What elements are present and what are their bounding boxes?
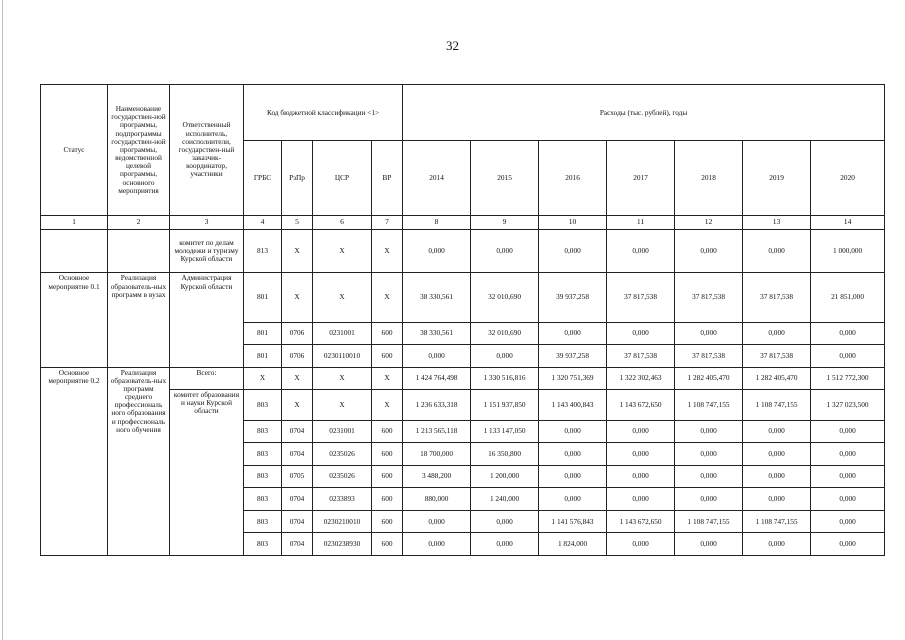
amount-cell: 1 213 565,118 bbox=[403, 420, 471, 443]
header-rzpr: РзПр bbox=[282, 141, 313, 216]
vr-cell: 600 bbox=[372, 345, 403, 368]
vr-cell: Х bbox=[372, 390, 403, 421]
amount-cell: 0,000 bbox=[539, 443, 607, 466]
amount-cell: 1 320 751,369 bbox=[539, 367, 607, 390]
amount-cell: 1 282 405,470 bbox=[675, 367, 743, 390]
amount-cell: 0,000 bbox=[539, 420, 607, 443]
amount-cell: 0,000 bbox=[607, 230, 675, 273]
amount-cell: 1 108 747,155 bbox=[675, 390, 743, 421]
grbs-cell: 801 bbox=[244, 273, 282, 322]
amount-cell: 1 282 405,470 bbox=[743, 367, 811, 390]
vr-cell: 600 bbox=[372, 420, 403, 443]
col-number: 5 bbox=[282, 216, 313, 230]
amount-cell: 37 817,538 bbox=[675, 345, 743, 368]
header-csr: ЦСР bbox=[313, 141, 372, 216]
amount-cell: 0,000 bbox=[607, 420, 675, 443]
amount-cell: 0,000 bbox=[471, 510, 539, 533]
amount-cell: 37 817,538 bbox=[607, 345, 675, 368]
table-row bbox=[41, 273, 885, 322]
grbs-cell: 801 bbox=[244, 345, 282, 368]
grbs-cell: 803 bbox=[244, 390, 282, 421]
amount-cell: 0,000 bbox=[811, 533, 885, 556]
col-number: 7 bbox=[372, 216, 403, 230]
amount-cell: 0,000 bbox=[607, 443, 675, 466]
vr-cell: 600 bbox=[372, 322, 403, 345]
amount-cell: 0,000 bbox=[811, 488, 885, 511]
amount-cell: 0,000 bbox=[811, 465, 885, 488]
amount-cell: 0,000 bbox=[743, 443, 811, 466]
col-number: 9 bbox=[471, 216, 539, 230]
grbs-cell: 803 bbox=[244, 465, 282, 488]
csr-cell: 0230210010 bbox=[313, 510, 372, 533]
vr-cell: 600 bbox=[372, 443, 403, 466]
amount-cell: 39 937,258 bbox=[539, 273, 607, 322]
header-grbs: ГРБС bbox=[244, 141, 282, 216]
amount-cell: 1 000,000 bbox=[811, 230, 885, 273]
amount-cell: 1 322 302,463 bbox=[607, 367, 675, 390]
table-row bbox=[41, 230, 885, 273]
amount-cell: 0,000 bbox=[607, 533, 675, 556]
amount-cell: 37 817,538 bbox=[607, 273, 675, 322]
amount-cell: 39 937,258 bbox=[539, 345, 607, 368]
header-executor: Ответственный исполнитель, соисполнители, государствен-ный заказчик-координатор, участники bbox=[170, 85, 244, 216]
amount-cell: 37 817,538 bbox=[743, 345, 811, 368]
status-cell: Основное мероприятие 0.1 bbox=[41, 273, 108, 367]
header-expenses: Расходы (тыс. рублей), годы bbox=[403, 85, 885, 141]
amount-cell: 32 010,690 bbox=[471, 273, 539, 322]
amount-cell: 0,000 bbox=[539, 230, 607, 273]
amount-cell: 0,000 bbox=[539, 488, 607, 511]
amount-cell: 0,000 bbox=[403, 345, 471, 368]
amount-cell: 1 330 516,816 bbox=[471, 367, 539, 390]
header-row-1 bbox=[41, 85, 885, 141]
amount-cell: 0,000 bbox=[607, 465, 675, 488]
amount-cell: 1 143 400,843 bbox=[539, 390, 607, 421]
amount-cell: 0,000 bbox=[675, 420, 743, 443]
amount-cell: 0,000 bbox=[607, 322, 675, 345]
amount-cell: 1 143 672,650 bbox=[607, 390, 675, 421]
amount-cell: 0,000 bbox=[403, 533, 471, 556]
col-number: 14 bbox=[811, 216, 885, 230]
col-number: 8 bbox=[403, 216, 471, 230]
header-status: Статус bbox=[41, 85, 108, 216]
amount-cell: 38 330,561 bbox=[403, 322, 471, 345]
amount-cell: 0,000 bbox=[675, 443, 743, 466]
amount-cell: 0,000 bbox=[811, 510, 885, 533]
amount-cell: 1 143 672,650 bbox=[607, 510, 675, 533]
header-year: 2019 bbox=[743, 141, 811, 216]
header-name: Наименование государствен-ной программы, подпрограммы государствен-ной программы, ведомственной целевой программы, основного мероприятия bbox=[108, 85, 170, 216]
grbs-cell: 803 bbox=[244, 488, 282, 511]
grbs-cell: 803 bbox=[244, 443, 282, 466]
amount-cell: 0,000 bbox=[811, 345, 885, 368]
page-edge-line bbox=[2, 0, 3, 640]
amount-cell: 1 824,000 bbox=[539, 533, 607, 556]
col-number: 11 bbox=[607, 216, 675, 230]
amount-cell: 0,000 bbox=[607, 488, 675, 511]
amount-cell: 0,000 bbox=[811, 420, 885, 443]
amount-cell: 0,000 bbox=[403, 230, 471, 273]
rzpr-cell: 0704 bbox=[282, 488, 313, 511]
amount-cell: 1 236 633,318 bbox=[403, 390, 471, 421]
header-vr: ВР bbox=[372, 141, 403, 216]
name-cell bbox=[108, 230, 170, 273]
rzpr-cell: Х bbox=[282, 367, 313, 390]
executor-cell bbox=[170, 345, 244, 368]
header-year: 2014 bbox=[403, 141, 471, 216]
amount-cell: 0,000 bbox=[743, 533, 811, 556]
amount-cell: 0,000 bbox=[811, 322, 885, 345]
amount-cell: 32 010,690 bbox=[471, 322, 539, 345]
rzpr-cell: 0704 bbox=[282, 420, 313, 443]
amount-cell: 0,000 bbox=[675, 230, 743, 273]
page-number: 32 bbox=[446, 38, 459, 53]
csr-cell: 0233893 bbox=[313, 488, 372, 511]
col-number: 4 bbox=[244, 216, 282, 230]
executor-cell: Администрация Курской области bbox=[170, 273, 244, 322]
column-number-row bbox=[41, 216, 885, 230]
header-year: 2018 bbox=[675, 141, 743, 216]
csr-cell: 0235026 bbox=[313, 443, 372, 466]
rzpr-cell: 0704 bbox=[282, 510, 313, 533]
vr-cell: 600 bbox=[372, 465, 403, 488]
amount-cell: 1 108 747,155 bbox=[675, 510, 743, 533]
amount-cell: 1 512 772,300 bbox=[811, 367, 885, 390]
executor-cell bbox=[170, 322, 244, 345]
executor-cell: Всего: bbox=[170, 367, 244, 390]
grbs-cell: 801 bbox=[244, 322, 282, 345]
rzpr-cell: 0706 bbox=[282, 322, 313, 345]
amount-cell: 0,000 bbox=[403, 510, 471, 533]
amount-cell: 0,000 bbox=[539, 322, 607, 345]
amount-cell: 0,000 bbox=[675, 533, 743, 556]
csr-cell: Х bbox=[313, 390, 372, 421]
amount-cell: 16 350,800 bbox=[471, 443, 539, 466]
header-classification: Код бюджетной классификации <1> bbox=[244, 85, 403, 141]
amount-cell: 0,000 bbox=[675, 488, 743, 511]
amount-cell: 0,000 bbox=[743, 420, 811, 443]
status-cell: Основное мероприятие 0.2 bbox=[41, 367, 108, 555]
amount-cell: 0,000 bbox=[675, 465, 743, 488]
csr-cell: 0230238930 bbox=[313, 533, 372, 556]
amount-cell: 3 488,200 bbox=[403, 465, 471, 488]
amount-cell: 21 851,000 bbox=[811, 273, 885, 322]
name-cell: Реализация образователь-ных программ среднего профессиональ ного образования и профессиональ ного обучения bbox=[108, 367, 170, 555]
amount-cell: 38 330,561 bbox=[403, 273, 471, 322]
col-number: 12 bbox=[675, 216, 743, 230]
grbs-cell: 803 bbox=[244, 420, 282, 443]
amount-cell: 1 151 937,850 bbox=[471, 390, 539, 421]
amount-cell: 0,000 bbox=[811, 443, 885, 466]
col-number: 13 bbox=[743, 216, 811, 230]
header-year: 2016 bbox=[539, 141, 607, 216]
amount-cell: 0,000 bbox=[471, 533, 539, 556]
rzpr-cell: Х bbox=[282, 230, 313, 273]
rzpr-cell: 0706 bbox=[282, 345, 313, 368]
csr-cell: 0235026 bbox=[313, 465, 372, 488]
col-number: 1 bbox=[41, 216, 108, 230]
amount-cell: 880,000 bbox=[403, 488, 471, 511]
amount-cell: 1 327 023,500 bbox=[811, 390, 885, 421]
amount-cell: 1 108 747,155 bbox=[743, 390, 811, 421]
amount-cell: 0,000 bbox=[743, 230, 811, 273]
rzpr-cell: Х bbox=[282, 390, 313, 421]
vr-cell: Х bbox=[372, 273, 403, 322]
vr-cell: 600 bbox=[372, 488, 403, 511]
header-year: 2017 bbox=[607, 141, 675, 216]
grbs-cell: 803 bbox=[244, 510, 282, 533]
grbs-cell: 813 bbox=[244, 230, 282, 273]
header-year: 2020 bbox=[811, 141, 885, 216]
amount-cell: 18 700,000 bbox=[403, 443, 471, 466]
amount-cell: 1 108 747,155 bbox=[743, 510, 811, 533]
grbs-cell: Х bbox=[244, 367, 282, 390]
amount-cell: 1 240,000 bbox=[471, 488, 539, 511]
amount-cell: 0,000 bbox=[471, 230, 539, 273]
name-cell: Реализация образователь-ных программ в вузах bbox=[108, 273, 170, 367]
csr-cell: 0230110010 bbox=[313, 345, 372, 368]
executor-cell: комитет по делам молодежи и туризму Курской области bbox=[170, 230, 244, 273]
vr-cell: 600 bbox=[372, 533, 403, 556]
amount-cell: 1 200,000 bbox=[471, 465, 539, 488]
amount-cell: 0,000 bbox=[743, 322, 811, 345]
csr-cell: Х bbox=[313, 367, 372, 390]
amount-cell: 0,000 bbox=[539, 465, 607, 488]
amount-cell: 37 817,538 bbox=[675, 273, 743, 322]
amount-cell: 0,000 bbox=[743, 465, 811, 488]
rzpr-cell: Х bbox=[282, 273, 313, 322]
rzpr-cell: 0704 bbox=[282, 533, 313, 556]
amount-cell: 0,000 bbox=[743, 488, 811, 511]
csr-cell: Х bbox=[313, 230, 372, 273]
amount-cell: 1 141 576,843 bbox=[539, 510, 607, 533]
rzpr-cell: 0705 bbox=[282, 465, 313, 488]
csr-cell: Х bbox=[313, 273, 372, 322]
amount-cell: 1 133 147,050 bbox=[471, 420, 539, 443]
csr-cell: 0231001 bbox=[313, 322, 372, 345]
rzpr-cell: 0704 bbox=[282, 443, 313, 466]
amount-cell: 0,000 bbox=[675, 322, 743, 345]
amount-cell: 0,000 bbox=[471, 345, 539, 368]
header-year: 2015 bbox=[471, 141, 539, 216]
col-number: 3 bbox=[170, 216, 244, 230]
executor-cell: комитет образования и науки Курской области bbox=[170, 390, 244, 556]
table-row bbox=[41, 367, 885, 390]
budget-table bbox=[40, 84, 885, 556]
vr-cell: Х bbox=[372, 367, 403, 390]
vr-cell: 600 bbox=[372, 510, 403, 533]
grbs-cell: 803 bbox=[244, 533, 282, 556]
col-number: 2 bbox=[108, 216, 170, 230]
vr-cell: Х bbox=[372, 230, 403, 273]
status-cell bbox=[41, 230, 108, 273]
col-number: 6 bbox=[313, 216, 372, 230]
amount-cell: 37 817,538 bbox=[743, 273, 811, 322]
col-number: 10 bbox=[539, 216, 607, 230]
amount-cell: 1 424 764,498 bbox=[403, 367, 471, 390]
csr-cell: 0231001 bbox=[313, 420, 372, 443]
